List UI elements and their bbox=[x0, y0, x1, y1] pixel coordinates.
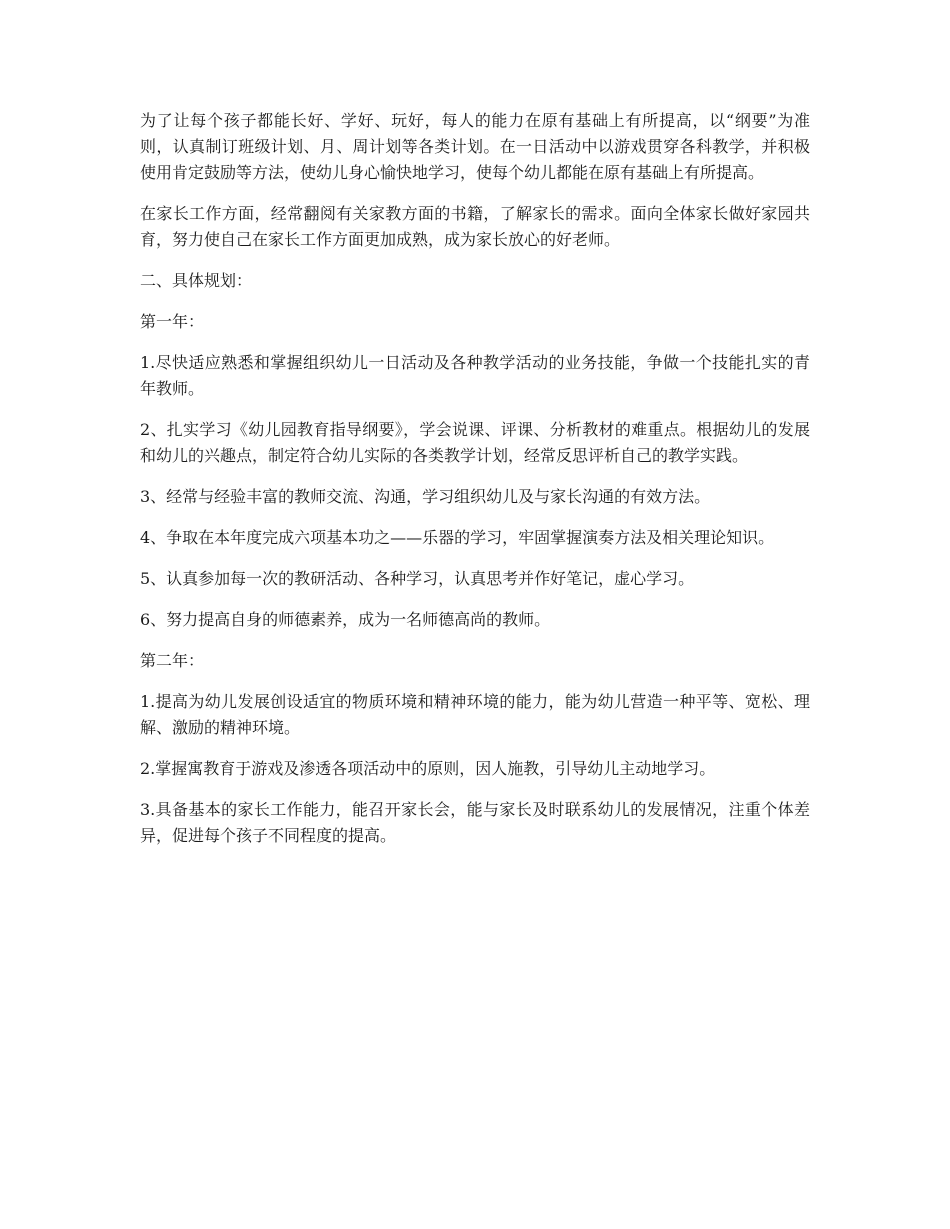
year-two-item-3: 3.具备基本的家长工作能力，能召开家长会，能与家长及时联系幼儿的发展情况，注重个体差异，促进每个孩子不同程度的提高。 bbox=[140, 800, 810, 845]
intro-paragraph: 为了让每个孩子都能长好、学好、玩好，每人的能力在原有基础上有所提高，以“纲要”为准则，认真制订班级计划、月、周计划等各类计划。在一日活动中以游戏贯穿各科教学，并积极使用肯定鼓励等方法，使幼儿身心愉快地学习，使每个幼儿都能在原有基础上有所提高。 bbox=[140, 111, 810, 182]
year-two-heading: 第二年： bbox=[140, 651, 205, 670]
parent-work-paragraph: 在家长工作方面，经常翻阅有关家教方面的书籍，了解家长的需求。面向全体家长做好家园共育，努力使自己在家长工作方面更加成熟，成为家长放心的好老师。 bbox=[140, 204, 810, 249]
document-body bbox=[140, 108, 810, 864]
year-one-item-5: 5、认真参加每一次的教研活动、各种学习，认真思考并作好笔记，虚心学习。 bbox=[140, 569, 695, 588]
year-one-item-3: 3、经常与经验丰富的教师交流、沟通，学习组织幼儿及与家长沟通的有效方法。 bbox=[140, 487, 711, 506]
year-one-item-1: 1.尽快适应熟悉和掌握组织幼儿一日活动及各种教学活动的业务技能，争做一个技能扎实的青年教师。 bbox=[140, 353, 810, 398]
year-one-item-4: 4、争取在本年度完成六项基本功之——乐器的学习，牢固掌握演奏方法及相关理论知识。 bbox=[140, 528, 775, 547]
section-heading-plan: 二、具体规划： bbox=[140, 271, 253, 290]
year-two-item-2: 2.掌握寓教育于游戏及渗透各项活动中的原则，因人施教，引导幼儿主动地学习。 bbox=[140, 759, 716, 778]
year-one-item-2: 2、扎实学习《幼儿园教育指导纲要》，学会说课、评课、分析教材的难重点。根据幼儿的发展和幼儿的兴趣点，制定符合幼儿实际的各类教学计划，经常反思评析自己的教学实践。 bbox=[140, 420, 810, 465]
year-one-heading: 第一年： bbox=[140, 312, 205, 331]
year-two-item-1: 1.提高为幼儿发展创设适宜的物质环境和精神环境的能力，能为幼儿营造一种平等、宽松、理解、激励的精神环境。 bbox=[140, 692, 810, 737]
year-one-item-6: 6、努力提高自身的师德素养，成为一名师德高尚的教师。 bbox=[140, 610, 551, 629]
